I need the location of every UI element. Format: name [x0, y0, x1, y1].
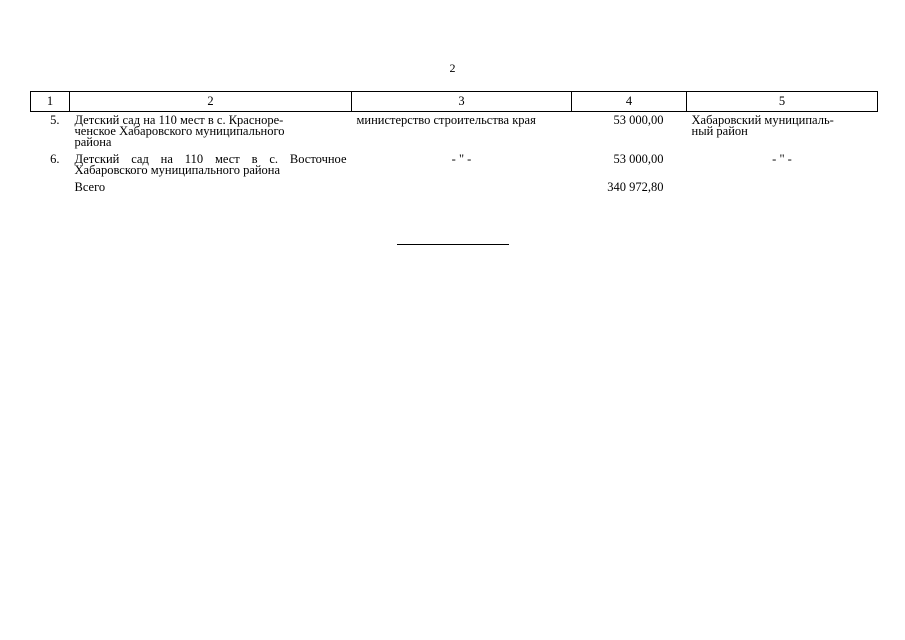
- column-header-4: 4: [572, 92, 687, 112]
- page-number: 2: [449, 61, 456, 75]
- total-amount: 340 972,80: [607, 180, 664, 194]
- total-row-empty-agency: [352, 179, 572, 196]
- total-row-empty-municipality: [687, 179, 878, 196]
- municipality: Хабаровский муниципаль- ный район: [691, 113, 834, 138]
- column-header-2: 2: [70, 92, 352, 112]
- funding-amount: 53 000,00: [613, 113, 664, 127]
- column-header-5: 5: [687, 92, 878, 112]
- table-row: [31, 112, 878, 152]
- total-label: Всего: [74, 180, 106, 194]
- municipality: - " -: [772, 152, 792, 166]
- end-of-document-rule: [397, 244, 509, 245]
- total-row-spacer: [31, 179, 70, 196]
- object-name: Детский сад на 110 мест в с. Восточное Хабаровского муниципального района: [74, 152, 347, 177]
- document-table: [30, 91, 878, 196]
- responsible-agency: министерство строительства края: [356, 113, 536, 127]
- funding-amount: 53 000,00: [613, 152, 664, 166]
- responsible-agency: - " -: [451, 152, 472, 166]
- object-name: Детский сад на 110 мест в с. Красноре- ченское Хабаровского муниципального района: [74, 113, 285, 149]
- table-row: [31, 151, 878, 179]
- row-number: 5.: [50, 113, 60, 127]
- total-row: [31, 179, 878, 196]
- table-header-row: [31, 92, 878, 112]
- row-number: 6.: [50, 152, 60, 166]
- column-header-1: 1: [31, 92, 70, 112]
- column-header-3: 3: [352, 92, 572, 112]
